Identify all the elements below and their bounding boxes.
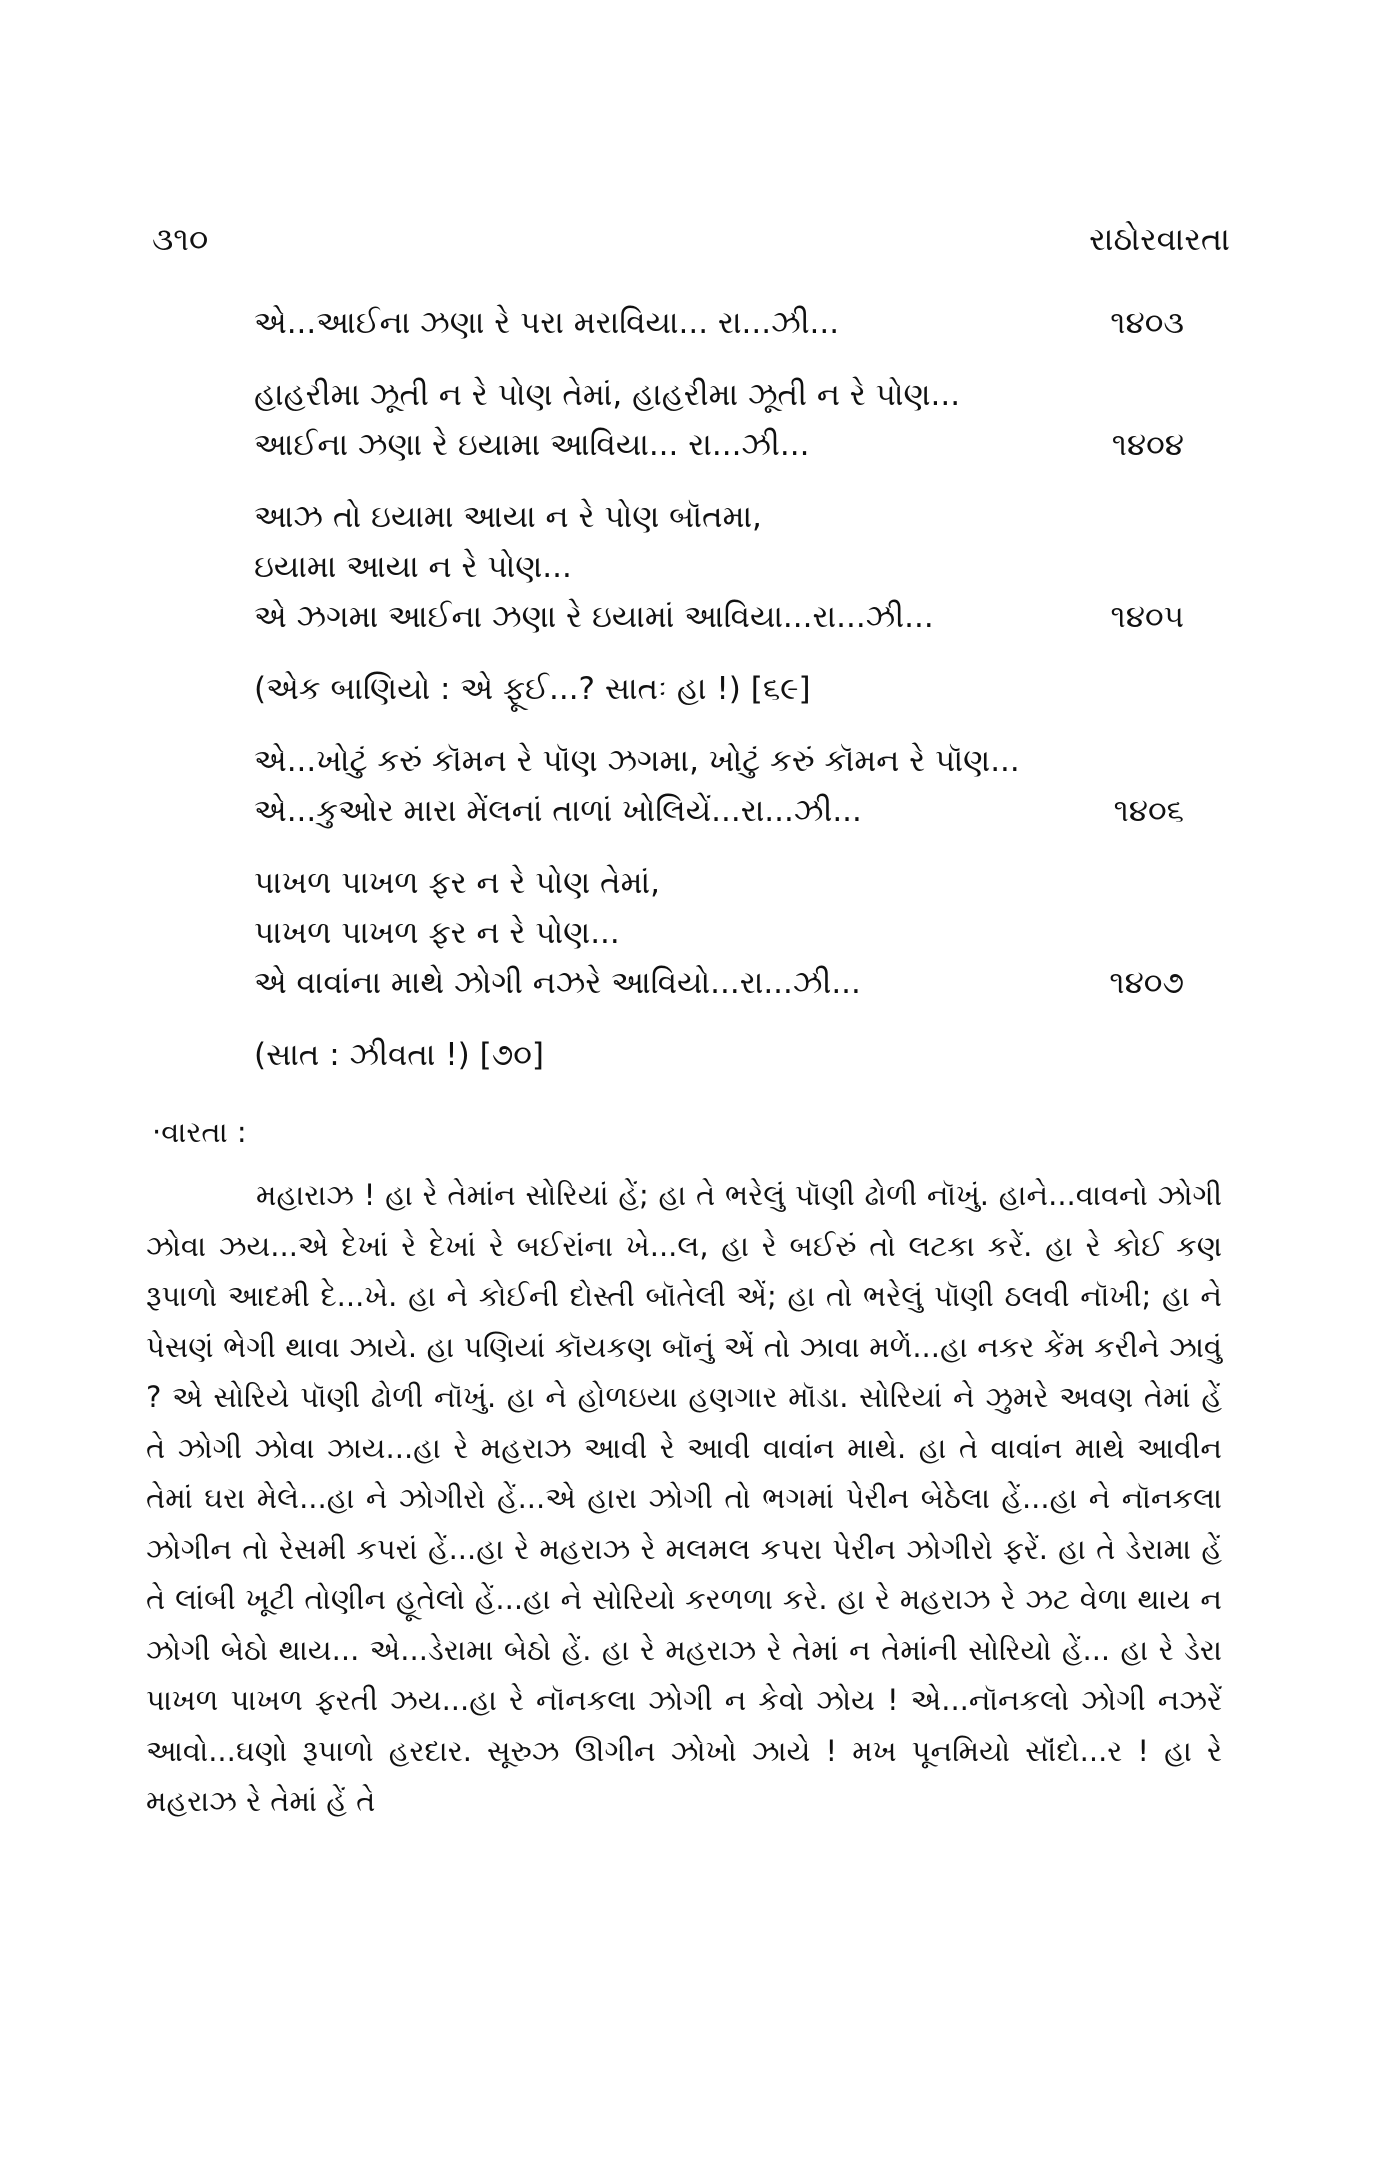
book-title: રાઠોરવારતા bbox=[1089, 220, 1230, 258]
verse-number: ૧૪૦૪ bbox=[1111, 427, 1184, 463]
stanza bbox=[254, 298, 1184, 348]
verse-text: ઇયામા આયા ન રે પોણ... bbox=[254, 549, 572, 585]
verse-line bbox=[254, 858, 1184, 908]
verse-line bbox=[254, 370, 1184, 420]
verse-number: ૧૪૦૩ bbox=[1110, 305, 1184, 341]
verse-line bbox=[254, 542, 1184, 592]
verse-text: હાહરીમા ઝૂતી ન રે પોણ તેમાં, હાહરીમા ઝૂતી ન રે પોણ... bbox=[254, 377, 961, 413]
stanza bbox=[254, 858, 1184, 1008]
verse-text: પાખળ પાખળ ફર ન રે પોણ તેમાં, bbox=[254, 865, 660, 901]
verse-number: ૧૪૦૭ bbox=[1109, 965, 1184, 1001]
page-number: ૩૧૦ bbox=[152, 220, 209, 258]
stanza bbox=[254, 492, 1184, 642]
audience-note: (એક બાણિયો : એ ફૂઈ...? સાતઃ હા !) [૬૯] bbox=[254, 671, 811, 707]
verse-text: એ વાવાંના માથે ઝોગી નઝરે આવિયો...રા...ઝી... bbox=[254, 965, 861, 1001]
verse-line bbox=[254, 786, 1184, 836]
verse-line bbox=[254, 492, 1184, 542]
audience-note: (સાત : ઝીવતા !) [૭૦] bbox=[254, 1037, 545, 1073]
verse-line bbox=[254, 420, 1184, 470]
verse-number: ૧૪૦૬ bbox=[1113, 793, 1184, 829]
prose-body bbox=[146, 1170, 1222, 1827]
verse-text: એ...આઈના ઝણા રે પરા મરાવિયા... રા...ઝી... bbox=[254, 305, 840, 341]
verse-line bbox=[254, 736, 1184, 786]
stanza bbox=[254, 736, 1184, 836]
verse-text: એ...કુઓર મારા મેંલનાં તાળાં ખોલિયેં...રા...ઝી... bbox=[254, 793, 862, 829]
verse-text: આઈના ઝણા રે ઇયામા આવિયા... રા...ઝી... bbox=[254, 427, 810, 463]
prose-paragraph: મહારાઝ ! હા રે તેમાંન સોરિયાં હેં; હા તે ભરેલું પૉણી ઢોળી નૉખું. હાને...વાવનો ઝોગી ઝોવા ઝય...એ દેખાં રે દેખાં રે બઈરાંના ખે...લ, હા રે બઈરું તો લટકા કરેં. હા રે કોઈ કણ રૂપાળો આદમી દે...ખે. હા ને કોઈની દોસ્તી બૉતેલી એં; હા તો ભરેલું પૉણી ઠલવી નૉખી; હા ને પેસણં ભેગી થાવા ઝાયે. હા પણિયાં કૉયકણ બૉનું એં તો ઝાવા મળેં...હા નકર કેંમ કરીને ઝાવું ? એ સોરિયે પૉણી ઢોળી નૉખું. હા ને હોળઇયા હણગાર મૉડા. સોરિયાં ને ઝુમરે અવણ તેમાં હેં તે ઝોગી ઝોવા ઝાય...હા રે મહરાઝ આવી રે આવી વાવાંન માથે. હા તે વાવાંન માથે આવીન તેમાં ઘરા મેલે...હા ને ઝોગીરો હેં...એ હારા ઝોગી તો ભગમાં પેરીન બેઠેલા હેં...હા ને નૉનકલા ઝોગીન તો રેસમી કપરાં હેં...હા રે મહરાઝ રે મલમલ કપરા પેરીન ઝોગીરો ફરેં. હા તે ડેરામા હેં તે લાંબી ખૂટી તોણીન હૂતેલો હેં...હા ને સોરિયો કરળળા કરે. હા રે મહરાઝ રે ઝટ વેળા થાય ન ઝોગી બેઠો થાય... એ...ડેરામા બેઠો હેં. હા રે મહરાઝ રે તેમાં ન તેમાંની સોરિયો હેં... હા રે ડેરા પાખળ પાખળ ફરતી ઝય...હા રે નૉનકલા ઝોગી ન કેવો ઝોય ! એ...નૉનકલો ઝોગી નઝરેં આવો...ઘણો રૂપાળો હરદાર. સૂરુઝ ઊગીન ઝોખો ઝાયે ! મખ પૂનમિયો સૉંદો...ર ! હા રે મહરાઝ રે તેમાં હેં તે bbox=[146, 1178, 1222, 1818]
verse-number: ૧૪૦૫ bbox=[1110, 599, 1184, 635]
verse-text: એ ઝગમા આઈના ઝણા રે ઇયામાં આવિયા...રા...ઝી... bbox=[254, 599, 934, 635]
verse-block bbox=[254, 298, 1184, 1102]
verse-line bbox=[254, 908, 1184, 958]
verse-line bbox=[254, 298, 1184, 348]
verse-text: એ...ખોટું કરું કૉમન રે પૉણ ઝગમા, ખોટું કરું કૉમન રે પૉણ... bbox=[254, 743, 1020, 779]
section-label: ·વારતા : bbox=[152, 1115, 247, 1149]
verse-line bbox=[254, 592, 1184, 642]
stanza bbox=[254, 370, 1184, 470]
verse-text: પાખળ પાખળ ફર ન રે પોણ... bbox=[254, 915, 620, 951]
verse-line bbox=[254, 958, 1184, 1008]
verse-text: આઝ તો ઇયામા આયા ન રે પોણ બૉતમા, bbox=[254, 499, 762, 535]
